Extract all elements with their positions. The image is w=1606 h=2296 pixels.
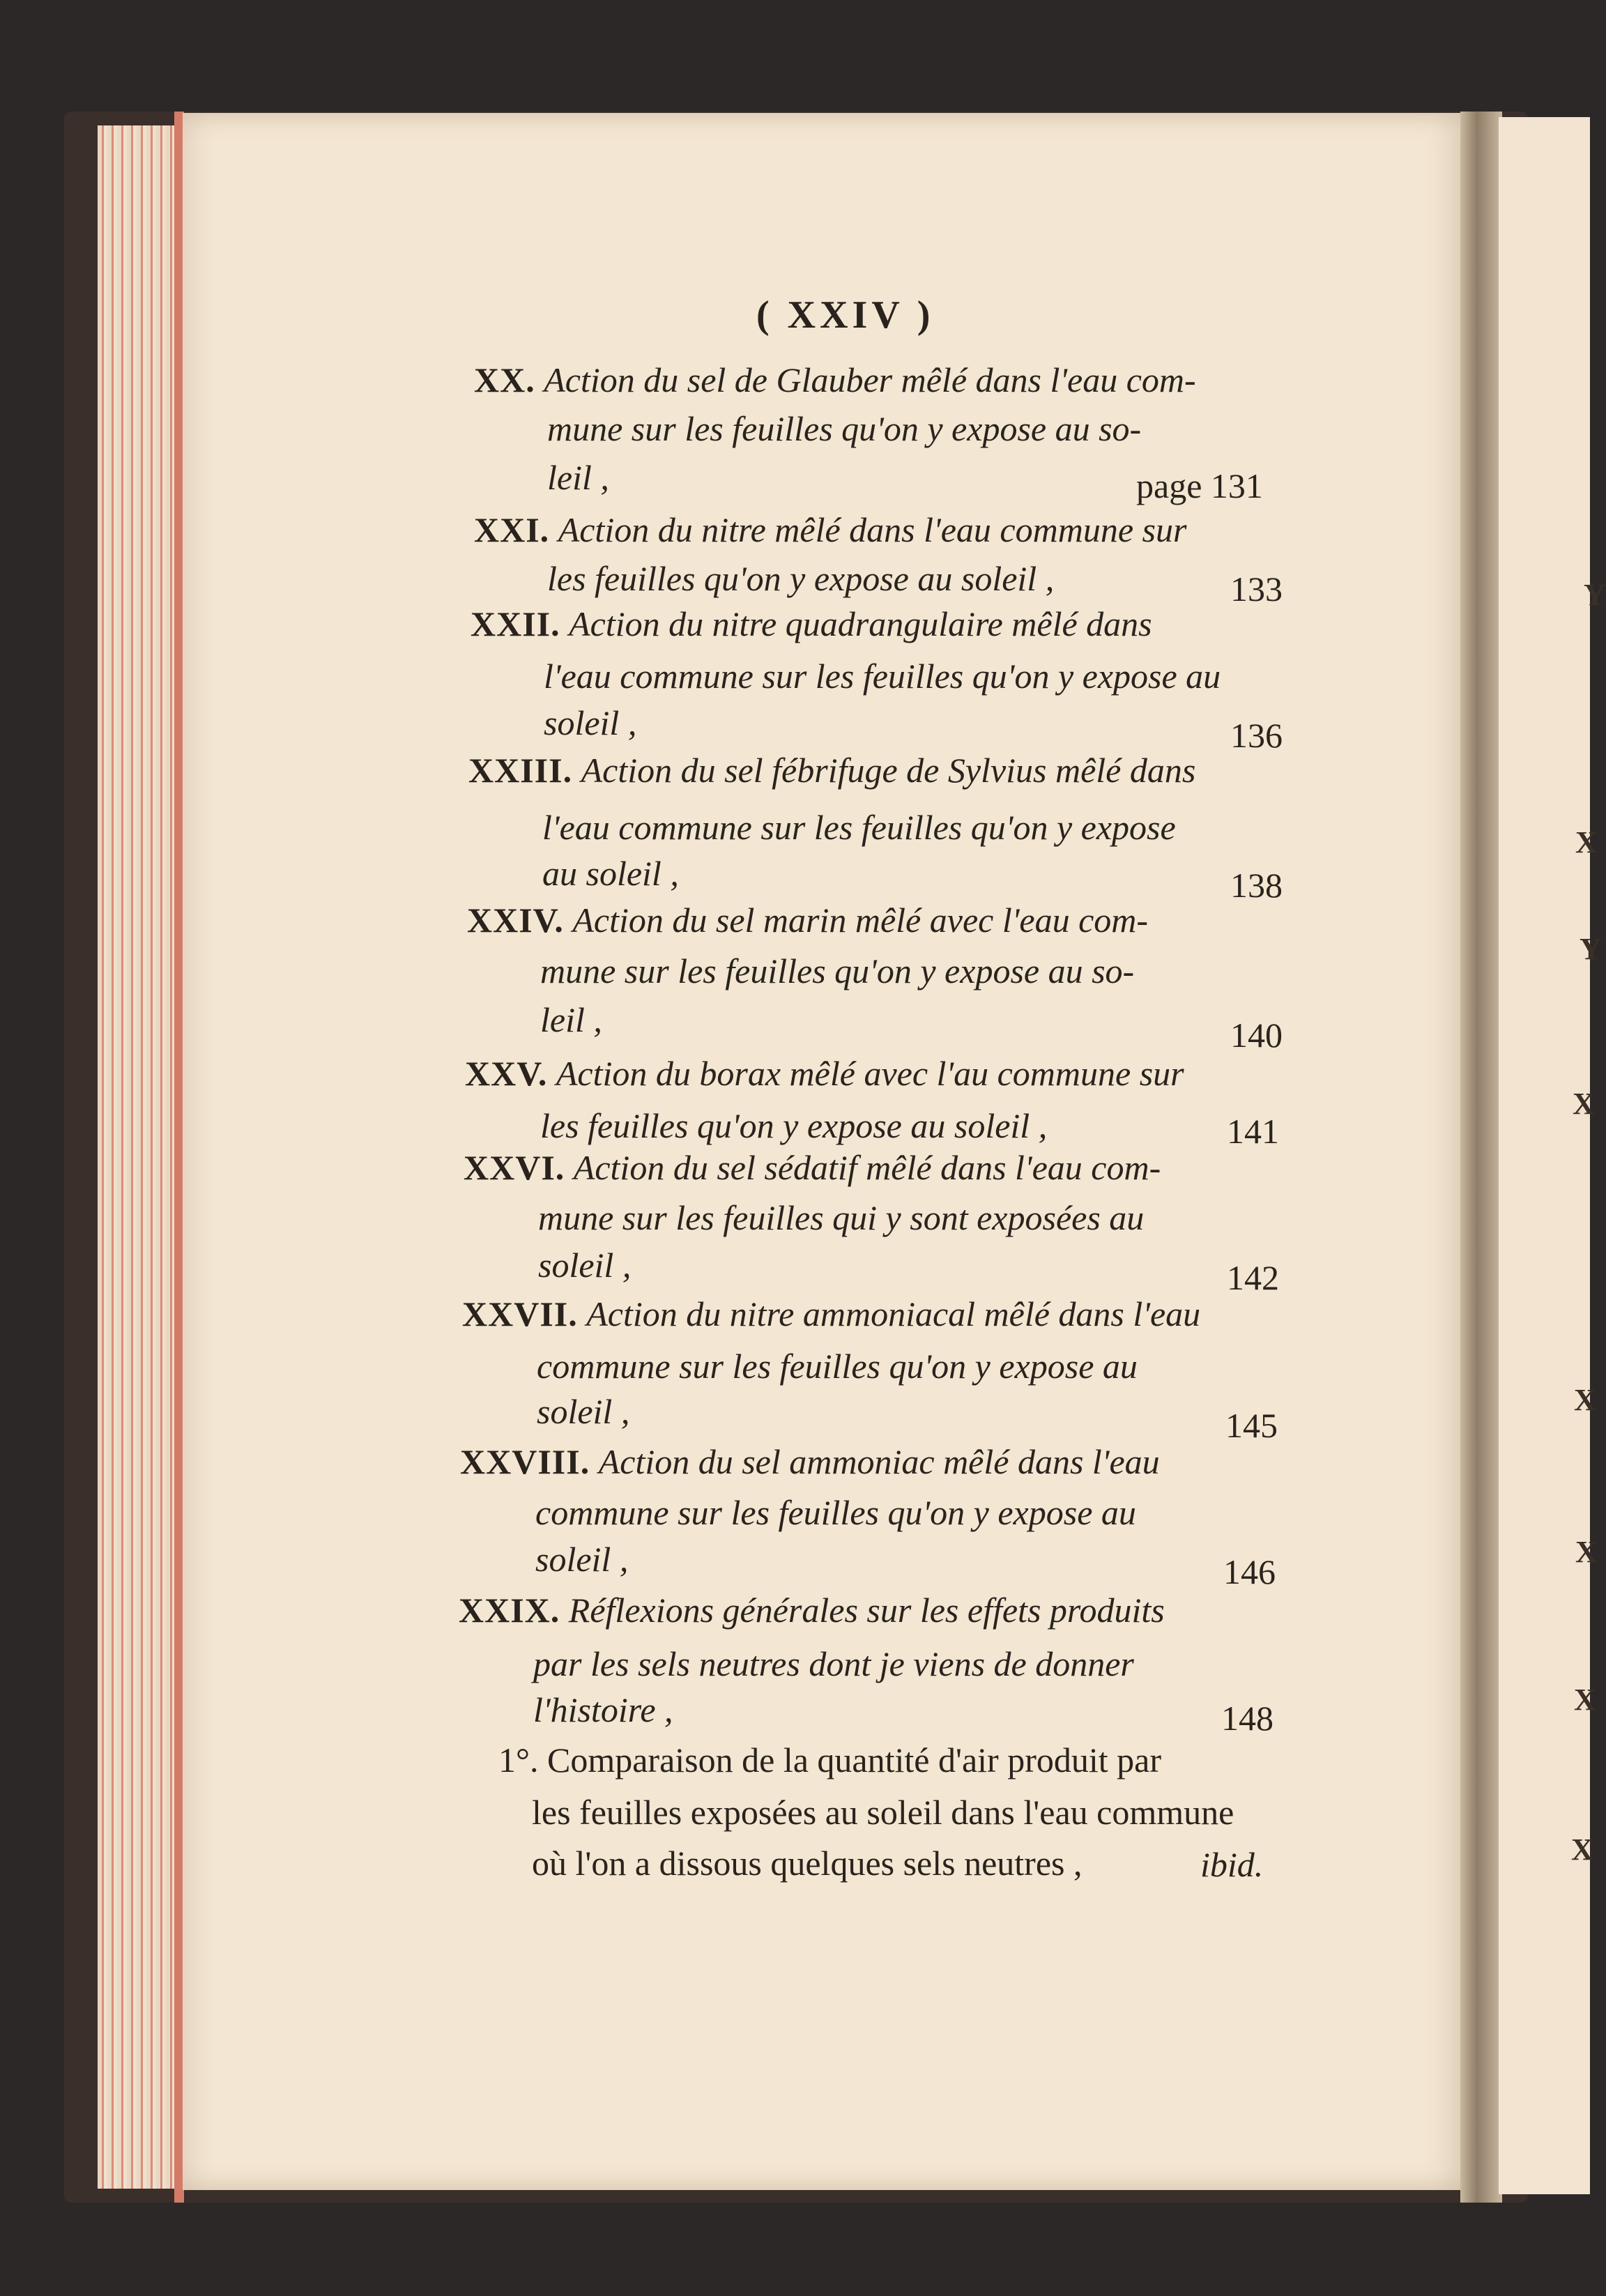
facing-page-mark: X (1574, 1383, 1596, 1417)
page-reference: 133 (1230, 569, 1283, 609)
entry-title-line: leil , (540, 1000, 602, 1039)
entry-number: XXV. (465, 1054, 548, 1093)
entry-number: XXIV. (467, 901, 564, 940)
entry-number: XXIX. (459, 1591, 560, 1630)
page-reference: 142 (1227, 1258, 1279, 1297)
entry-title-line: Action du sel de Glauber mêlé dans l'eau com- (544, 360, 1196, 399)
entry-number: XXVI. (464, 1148, 565, 1187)
entry-title-line: soleil , (535, 1540, 629, 1579)
toc-entry-line (467, 901, 1149, 940)
entry-title-line: Réflexions générales sur les effets produits (568, 1591, 1165, 1630)
page-reference: 136 (1230, 716, 1283, 755)
entry-title-line: soleil , (537, 1392, 630, 1431)
toc-entry-line (459, 1593, 1165, 1628)
running-head: ( XXIV ) (756, 293, 935, 337)
toc-entry-line (471, 606, 1152, 641)
page-reference: ibid. (1200, 1845, 1264, 1884)
entry-number: XXI. (474, 510, 550, 549)
page-reference: 138 (1230, 866, 1283, 905)
entry-title-line: commune sur les feuilles qu'on y expose au (537, 1347, 1138, 1386)
entry-title-line: Action du sel marin mêlé avec l'eau com- (572, 901, 1149, 940)
page-reference: 148 (1221, 1699, 1274, 1738)
toc-entry-line (498, 1740, 1161, 1780)
subentry-title-line: où l'on a dissous quelques sels neutres , (532, 1844, 1083, 1883)
toc-entry-line (474, 362, 1196, 397)
entry-title-line: Action du sel ammoniac mêlé dans l'eau (598, 1442, 1160, 1481)
facing-page-mark: X (1575, 825, 1598, 859)
facing-page-mark: X (1575, 1535, 1598, 1569)
page-reference: 145 (1225, 1406, 1278, 1445)
page-reference: 140 (1230, 1016, 1283, 1055)
toc-entry-line (460, 1444, 1160, 1479)
toc-entry-line (474, 512, 1186, 547)
toc-entry-line (464, 1150, 1161, 1185)
page-reference: 141 (1227, 1112, 1279, 1151)
entry-title-line: les feuilles qu'on y expose au soleil , (540, 1106, 1048, 1145)
entry-title-line: Action du nitre ammoniacal mêlé dans l'eau (586, 1294, 1201, 1333)
facing-page-mark: Y (1584, 578, 1606, 612)
entry-title-line: mune sur les feuilles qui y sont exposées au (538, 1198, 1145, 1237)
entry-title-line: Action du sel fébrifuge de Sylvius mêlé dans (581, 751, 1196, 790)
subentry-title-line: les feuilles exposées au soleil dans l'eau commune (532, 1793, 1234, 1832)
facing-page-mark: Y (1580, 932, 1602, 966)
entry-number: XXIII. (468, 751, 573, 790)
entry-number: XXVIII. (460, 1442, 590, 1481)
entry-title-line: Action du nitre quadrangulaire mêlé dans (569, 604, 1152, 643)
entry-title-line: Action du borax mêlé avec l'au commune sur (556, 1054, 1184, 1093)
toc-entry-line (462, 1296, 1200, 1331)
toc-entry-line (468, 753, 1195, 788)
entry-title-line: au soleil , (542, 854, 679, 893)
entry-title-line: par les sels neutres dont je viens de donner (533, 1644, 1134, 1683)
entry-title-line: l'eau commune sur les feuilles qu'on y expose au (544, 657, 1221, 696)
entry-title-line: l'histoire , (533, 1690, 673, 1729)
facing-page-mark: X (1571, 1832, 1593, 1867)
entry-title-line: soleil , (538, 1246, 632, 1285)
entry-title-line: mune sur les feuilles qu'on y expose au so- (540, 951, 1135, 990)
page-reference: 146 (1223, 1552, 1276, 1591)
entry-title-line: Action du nitre mêlé dans l'eau commune sur (558, 510, 1187, 549)
facing-page-mark: X (1574, 1683, 1596, 1717)
entry-number: XXVII. (462, 1294, 578, 1333)
entry-title-line: Action du sel sédatif mêlé dans l'eau com- (573, 1148, 1161, 1187)
entry-title-line: les feuilles qu'on y expose au soleil , (547, 559, 1055, 598)
entry-number: XX. (474, 360, 535, 399)
subentry-number: 1°. (498, 1740, 539, 1780)
facing-page-mark: X (1573, 1087, 1595, 1121)
entry-title-line: soleil , (544, 703, 637, 742)
entry-title-line: mune sur les feuilles qu'on y expose au so- (547, 409, 1142, 448)
subentry-title-line: Comparaison de la quantité d'air produit par (547, 1740, 1161, 1780)
page-reference: page 131 (1136, 466, 1263, 505)
toc-entry-line (465, 1056, 1184, 1091)
entry-number: XXII. (471, 604, 560, 643)
entry-title-line: l'eau commune sur les feuilles qu'on y expose (542, 808, 1176, 847)
entry-title-line: leil , (547, 458, 609, 497)
entry-title-line: commune sur les feuilles qu'on y expose au (535, 1493, 1136, 1532)
